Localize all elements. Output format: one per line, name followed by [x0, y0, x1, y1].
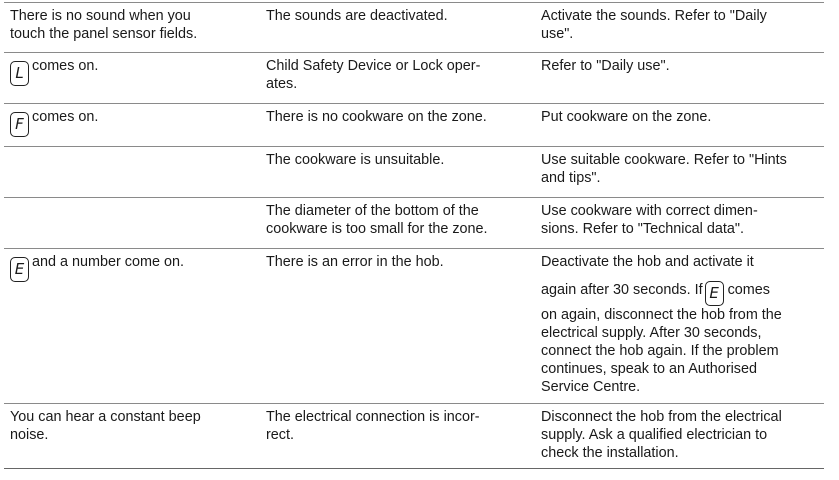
remedy-cell: Put cookware on the zone.	[535, 104, 824, 147]
table-row	[4, 3, 824, 53]
table-row	[4, 249, 824, 404]
problem-cell: You can hear a constant beep noise.	[4, 404, 260, 469]
table-row	[4, 147, 824, 198]
cause-cell: Child Safety Device or Lock oper- ates.	[260, 53, 535, 104]
remedy-cell	[535, 249, 824, 404]
display-symbol-e-icon: E	[705, 281, 724, 306]
troubleshooting-table	[4, 2, 824, 469]
remedy-text-first-line: Deactivate the hob and activate it	[541, 254, 754, 270]
cause-cell: The electrical connection is incor- rect.	[260, 404, 535, 469]
problem-cell: There is no sound when you touch the panel sensor fields.	[4, 3, 260, 53]
table-row	[4, 104, 824, 147]
remedy-cell: Use suitable cookware. Refer to "Hints and tips".	[535, 147, 824, 198]
problem-text: and a number come on.	[32, 254, 184, 270]
problem-cell	[4, 198, 260, 249]
remedy-cell: Use cookware with correct dimen- sions. Refer to "Technical data".	[535, 198, 824, 249]
problem-cell	[4, 53, 260, 104]
problem-cell	[4, 104, 260, 147]
remedy-text-after-symbol: comes on again, disconnect the hob from the electrical supply. After 30 seconds, connect the hob again. If the problem continues, speak to an Authorised Service Centre.	[541, 282, 782, 395]
cause-cell: There is no cookware on the zone.	[260, 104, 535, 147]
table-row	[4, 198, 824, 249]
cause-cell: The sounds are deactivated.	[260, 3, 535, 53]
display-symbol-e-icon: E	[10, 257, 29, 282]
cause-cell: There is an error in the hob.	[260, 249, 535, 404]
problem-cell	[4, 249, 260, 404]
remedy-cell: Activate the sounds. Refer to "Daily use".	[535, 3, 824, 53]
table-row	[4, 404, 824, 469]
cause-cell: The diameter of the bottom of the cookware is too small for the zone.	[260, 198, 535, 249]
problem-text: comes on.	[32, 58, 99, 74]
cause-cell: The cookware is unsuitable.	[260, 147, 535, 198]
remedy-text-before-symbol: again after 30 seconds. If	[541, 282, 703, 298]
display-symbol-l-icon: L	[10, 61, 29, 86]
table-row	[4, 53, 824, 104]
problem-text: comes on.	[32, 109, 99, 125]
problem-cell	[4, 147, 260, 198]
remedy-cell: Disconnect the hob from the electrical supply. Ask a qualified electrician to check the installation.	[535, 404, 824, 469]
display-symbol-f-icon: F	[10, 112, 29, 137]
remedy-cell: Refer to "Daily use".	[535, 53, 824, 104]
remedy-text	[541, 281, 818, 396]
